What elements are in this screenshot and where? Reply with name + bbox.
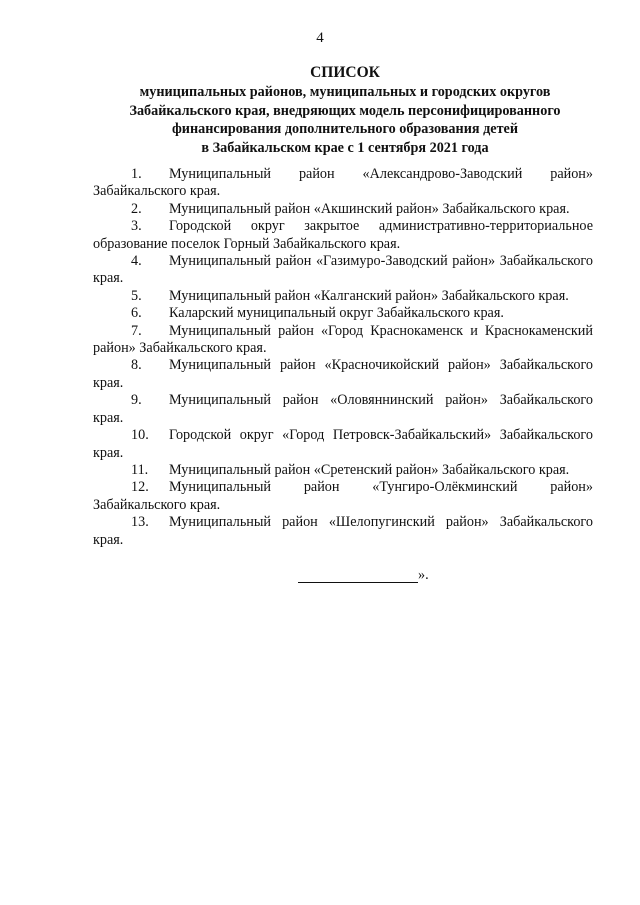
list-item [93,218,593,253]
list-item [93,514,593,549]
list-item-text: Муниципальный район «Красночикойский район» Забайкальского края. [93,357,593,391]
list-item-text: Муниципальный район «Калганский район» Забайкальского края. [169,287,569,304]
list-item [93,462,593,479]
list-item-number: 2. [131,200,142,217]
list-item-text: Муниципальный район «Акшинский район» Забайкальского края. [169,200,570,217]
list-item-number: 11. [131,461,149,478]
document-heading [60,64,630,158]
list-item-text: Городской округ закрытое административно-территориальное образование поселок Горный Забайкальского края. [93,218,593,252]
list-item-number: 1. [131,166,142,182]
list-item-number: 9. [131,392,142,409]
list-item-text: Муниципальный район «Город Краснокаменск и Краснокаменский район» Забайкальского края. [93,322,593,357]
heading-line: Забайкальского края, внедряющих модель персонифицированного [129,102,561,119]
list-item-number: 10. [131,427,149,444]
list-item-number: 12. [131,479,149,496]
page-number: 4 [316,30,324,46]
list-item-text: Муниципальный район «Газимуро-Заводский район» Забайкальского края. [93,253,593,287]
list-item-number: 4. [131,253,142,270]
heading-line: муниципальных районов, муниципальных и городских округов [139,83,551,100]
list-item-number: 6. [131,305,142,322]
list-item-number: 8. [131,357,142,374]
list-item-number: 13. [131,514,149,531]
list-item-text: Муниципальный район «Сретенский район» Забайкальского края. [169,461,570,478]
list-item [93,305,593,322]
list-item [93,253,593,288]
list-item [93,479,593,514]
list-item [93,392,593,427]
heading-title: СПИСОК [310,64,380,81]
heading-line: в Забайкальском крае с 1 сентября 2021 года [201,140,489,157]
list-item-number: 7. [131,322,142,339]
list-item-text: Муниципальный район «Тунгиро-Олёкминский район» Забайкальского края. [93,479,593,513]
list-item-text: Муниципальный район «Александрово-Заводский район» Забайкальского края. [93,166,593,200]
list-item [93,166,593,201]
list-item-number: 5. [131,287,142,304]
municipality-list [93,166,593,549]
list-item [93,357,593,392]
list-item [93,288,593,305]
list-item [93,323,593,358]
heading-line: финансирования дополнительного образования детей [171,121,519,138]
list-item [93,427,593,462]
closing-quote: ». [418,567,429,583]
list-item-text: Муниципальный район «Шелопугинский район» Забайкальского края. [93,514,593,548]
signature-line [298,568,418,583]
list-item-text: Каларский муниципальный округ Забайкальского края. [169,305,504,322]
list-item [93,201,593,218]
list-item-number: 3. [131,218,142,235]
list-item-text: Городской округ «Город Петровск-Забайкальский» Забайкальского края. [93,427,593,461]
list-item-text: Муниципальный район «Оловяннинский район» Забайкальского края. [93,392,593,426]
